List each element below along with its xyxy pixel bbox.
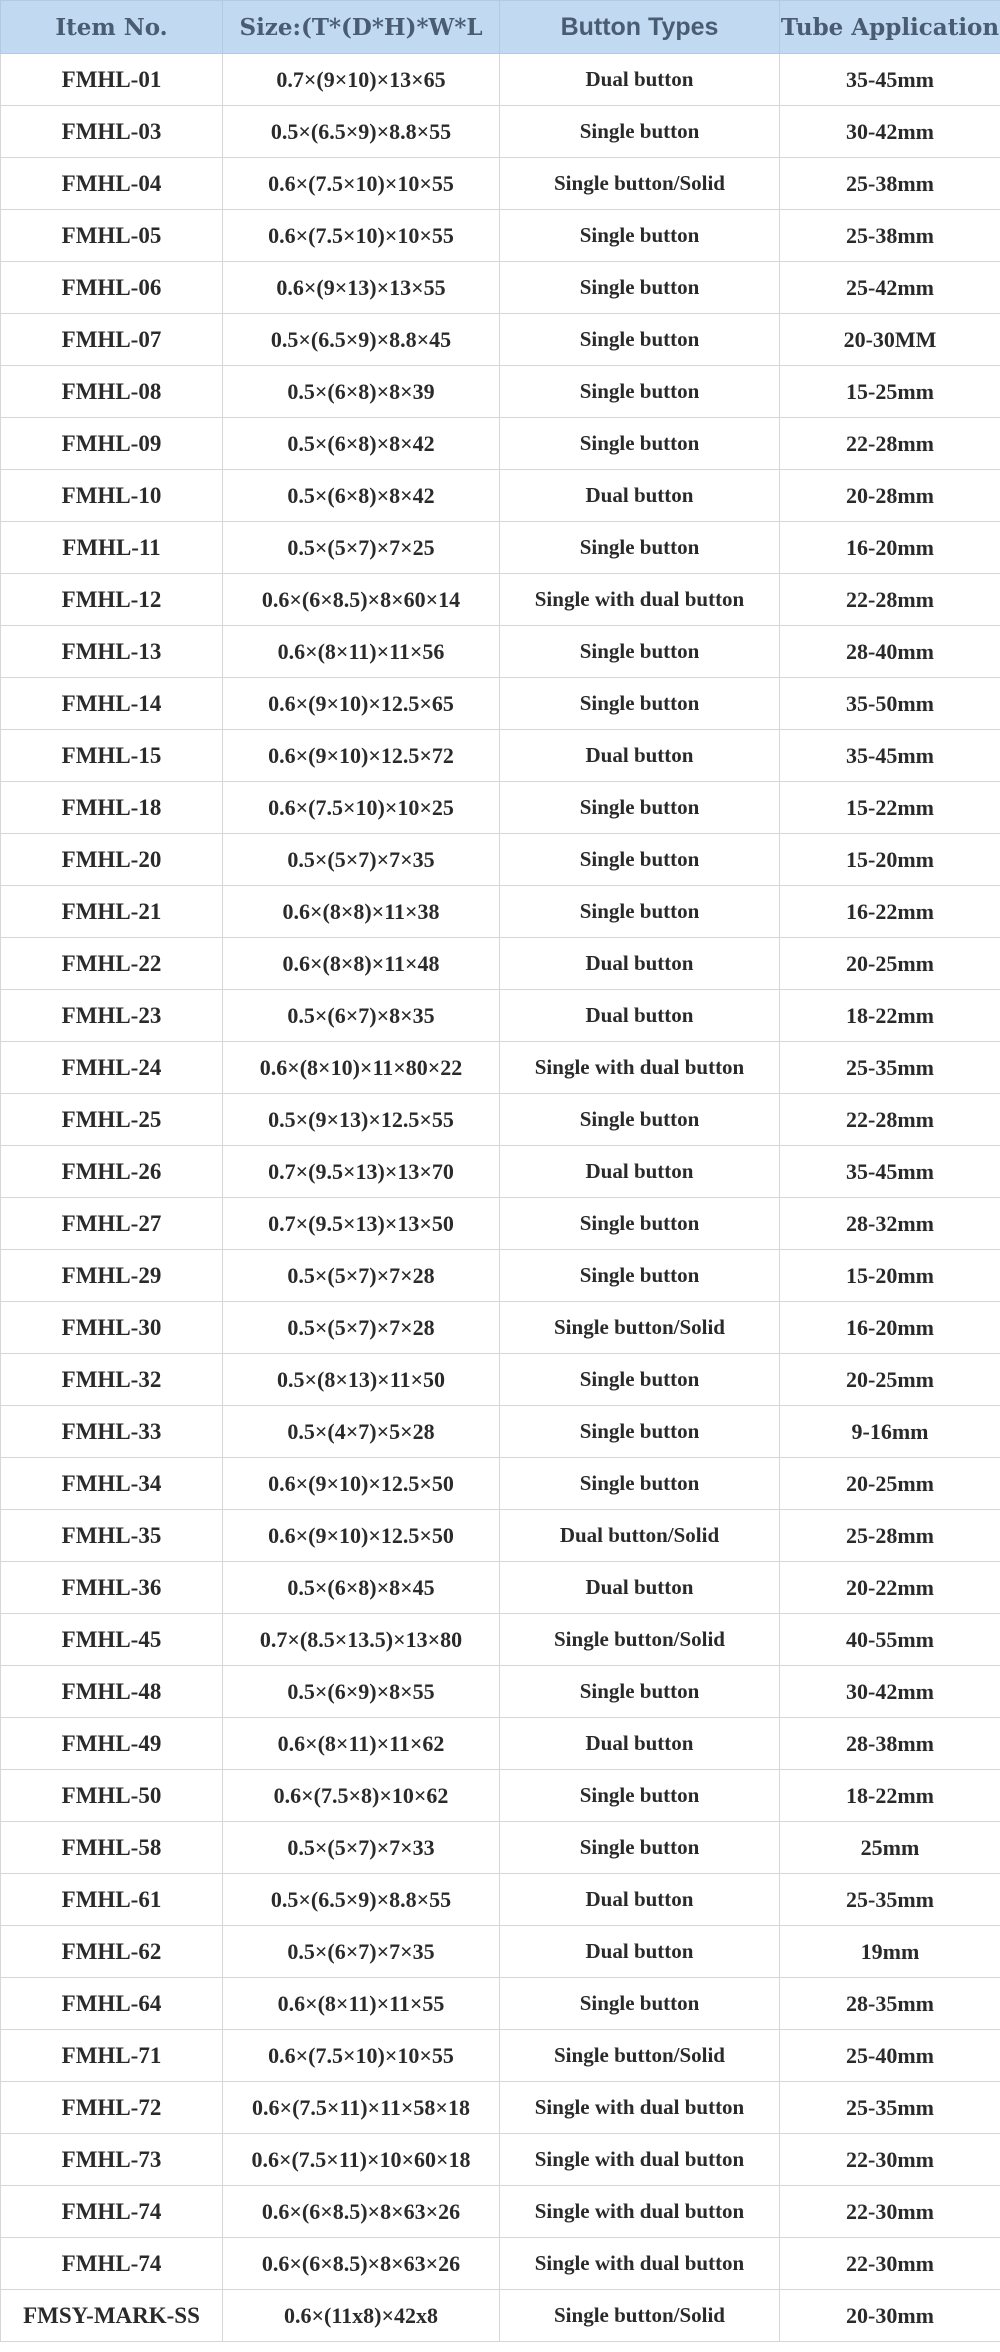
item-no-cell: FMHL-50 <box>1 1770 223 1822</box>
header-size: Size:(T*(D*H)*W*L <box>223 1 500 54</box>
size-cell: 0.5×(5×7)×7×28 <box>223 1302 500 1354</box>
size-cell: 0.6×(8×8)×11×38 <box>223 886 500 938</box>
tube-application-cell: 25-35mm <box>780 1042 1000 1094</box>
tube-application-cell: 25-35mm <box>780 2082 1000 2134</box>
button-type-cell: Single button <box>500 1094 780 1146</box>
button-type-cell: Single button <box>500 210 780 262</box>
tube-application-cell: 20-25mm <box>780 938 1000 990</box>
item-no-cell: FMHL-18 <box>1 782 223 834</box>
table-row <box>1 2186 1000 2238</box>
button-type-cell: Single button/Solid <box>500 1614 780 1666</box>
button-type-cell: Dual button <box>500 990 780 1042</box>
item-no-cell: FMHL-08 <box>1 366 223 418</box>
size-cell: 0.6×(8×11)×11×55 <box>223 1978 500 2030</box>
item-no-cell: FMHL-58 <box>1 1822 223 1874</box>
button-type-cell: Single button <box>500 678 780 730</box>
size-cell: 0.5×(6.5×9)×8.8×55 <box>223 106 500 158</box>
tube-application-cell: 20-25mm <box>780 1458 1000 1510</box>
table-row <box>1 782 1000 834</box>
table-row <box>1 1406 1000 1458</box>
item-no-cell: FMHL-14 <box>1 678 223 730</box>
table-row <box>1 834 1000 886</box>
size-cell: 0.6×(6×8.5)×8×63×26 <box>223 2186 500 2238</box>
item-no-cell: FMHL-04 <box>1 158 223 210</box>
size-cell: 0.6×(6×8.5)×8×63×26 <box>223 2238 500 2290</box>
button-type-cell: Single with dual button <box>500 2238 780 2290</box>
table-row <box>1 2030 1000 2082</box>
item-no-cell: FMHL-74 <box>1 2238 223 2290</box>
button-type-cell: Single button <box>500 1354 780 1406</box>
item-no-cell: FMHL-64 <box>1 1978 223 2030</box>
item-no-cell: FMHL-34 <box>1 1458 223 1510</box>
tube-application-cell: 9-16mm <box>780 1406 1000 1458</box>
button-type-cell: Single with dual button <box>500 2186 780 2238</box>
item-no-cell: FMHL-24 <box>1 1042 223 1094</box>
item-no-cell: FMHL-05 <box>1 210 223 262</box>
item-no-cell: FMHL-45 <box>1 1614 223 1666</box>
table-header <box>1 1 1000 54</box>
size-cell: 0.7×(9.5×13)×13×50 <box>223 1198 500 1250</box>
header-row <box>1 1 1000 54</box>
table-row <box>1 1770 1000 1822</box>
table-body <box>1 54 1000 2342</box>
item-no-cell: FMSY-MARK-SS <box>1 2290 223 2342</box>
size-cell: 0.6×(8×8)×11×48 <box>223 938 500 990</box>
button-type-cell: Single button <box>500 418 780 470</box>
button-type-cell: Single button <box>500 262 780 314</box>
table-row <box>1 1562 1000 1614</box>
table-row <box>1 886 1000 938</box>
tube-application-cell: 20-22mm <box>780 1562 1000 1614</box>
size-cell: 0.5×(6×8)×8×42 <box>223 418 500 470</box>
button-type-cell: Single button <box>500 834 780 886</box>
table-row <box>1 470 1000 522</box>
table-row <box>1 54 1000 106</box>
table-row <box>1 418 1000 470</box>
tube-application-cell: 28-40mm <box>780 626 1000 678</box>
size-cell: 0.6×(7.5×10)×10×25 <box>223 782 500 834</box>
size-cell: 0.5×(6×8)×8×42 <box>223 470 500 522</box>
size-cell: 0.7×(9×10)×13×65 <box>223 54 500 106</box>
size-cell: 0.5×(6×8)×8×45 <box>223 1562 500 1614</box>
item-no-cell: FMHL-74 <box>1 2186 223 2238</box>
tube-application-cell: 18-22mm <box>780 1770 1000 1822</box>
item-no-cell: FMHL-07 <box>1 314 223 366</box>
button-type-cell: Single button <box>500 1666 780 1718</box>
item-no-cell: FMHL-49 <box>1 1718 223 1770</box>
table-row <box>1 210 1000 262</box>
item-no-cell: FMHL-21 <box>1 886 223 938</box>
item-no-cell: FMHL-26 <box>1 1146 223 1198</box>
tube-application-cell: 22-28mm <box>780 574 1000 626</box>
button-type-cell: Single button <box>500 782 780 834</box>
table-row <box>1 1354 1000 1406</box>
tube-application-cell: 22-28mm <box>780 1094 1000 1146</box>
button-type-cell: Single button <box>500 106 780 158</box>
tube-application-cell: 22-28mm <box>780 418 1000 470</box>
tube-application-cell: 35-45mm <box>780 54 1000 106</box>
size-cell: 0.5×(8×13)×11×50 <box>223 1354 500 1406</box>
tube-application-cell: 22-30mm <box>780 2134 1000 2186</box>
table-row <box>1 262 1000 314</box>
item-no-cell: FMHL-12 <box>1 574 223 626</box>
item-no-cell: FMHL-36 <box>1 1562 223 1614</box>
size-cell: 0.6×(7.5×10)×10×55 <box>223 158 500 210</box>
table-row <box>1 938 1000 990</box>
tube-application-cell: 15-20mm <box>780 834 1000 886</box>
table-row <box>1 1094 1000 1146</box>
button-type-cell: Single button <box>500 1822 780 1874</box>
table-row <box>1 1198 1000 1250</box>
item-no-cell: FMHL-13 <box>1 626 223 678</box>
item-no-cell: FMHL-72 <box>1 2082 223 2134</box>
size-cell: 0.5×(5×7)×7×35 <box>223 834 500 886</box>
tube-application-cell: 16-22mm <box>780 886 1000 938</box>
item-no-cell: FMHL-62 <box>1 1926 223 1978</box>
table-row <box>1 1510 1000 1562</box>
table-row <box>1 2238 1000 2290</box>
header-button-types: Button Types <box>500 1 780 54</box>
size-cell: 0.6×(8×11)×11×62 <box>223 1718 500 1770</box>
header-item-no: Item No. <box>1 1 223 54</box>
item-no-cell: FMHL-22 <box>1 938 223 990</box>
size-cell: 0.5×(6×7)×7×35 <box>223 1926 500 1978</box>
table-row <box>1 2082 1000 2134</box>
size-cell: 0.6×(7.5×11)×11×58×18 <box>223 2082 500 2134</box>
tube-application-cell: 25-42mm <box>780 262 1000 314</box>
size-cell: 0.5×(6.5×9)×8.8×45 <box>223 314 500 366</box>
table-row <box>1 1926 1000 1978</box>
size-cell: 0.6×(7.5×10)×10×55 <box>223 2030 500 2082</box>
size-cell: 0.5×(5×7)×7×28 <box>223 1250 500 1302</box>
item-no-cell: FMHL-23 <box>1 990 223 1042</box>
item-no-cell: FMHL-10 <box>1 470 223 522</box>
item-no-cell: FMHL-73 <box>1 2134 223 2186</box>
table-row <box>1 574 1000 626</box>
header-tube-application: Tube Application <box>780 1 1000 54</box>
item-no-cell: FMHL-11 <box>1 522 223 574</box>
button-type-cell: Dual button <box>500 1718 780 1770</box>
table-row <box>1 626 1000 678</box>
table-row <box>1 1718 1000 1770</box>
button-type-cell: Single button <box>500 886 780 938</box>
tube-application-cell: 35-45mm <box>780 730 1000 782</box>
tube-application-cell: 28-32mm <box>780 1198 1000 1250</box>
button-type-cell: Single button <box>500 1770 780 1822</box>
tube-application-cell: 30-42mm <box>780 1666 1000 1718</box>
size-cell: 0.6×(7.5×11)×10×60×18 <box>223 2134 500 2186</box>
button-type-cell: Dual button <box>500 54 780 106</box>
table-row <box>1 730 1000 782</box>
table-row <box>1 1250 1000 1302</box>
button-type-cell: Single button/Solid <box>500 158 780 210</box>
button-type-cell: Dual button <box>500 1146 780 1198</box>
button-type-cell: Dual button <box>500 938 780 990</box>
item-no-cell: FMHL-06 <box>1 262 223 314</box>
tube-application-cell: 16-20mm <box>780 1302 1000 1354</box>
tube-application-cell: 20-30mm <box>780 2290 1000 2342</box>
tube-application-cell: 19mm <box>780 1926 1000 1978</box>
item-no-cell: FMHL-32 <box>1 1354 223 1406</box>
item-no-cell: FMHL-33 <box>1 1406 223 1458</box>
item-no-cell: FMHL-61 <box>1 1874 223 1926</box>
size-cell: 0.7×(9.5×13)×13×70 <box>223 1146 500 1198</box>
table-row <box>1 522 1000 574</box>
item-no-cell: FMHL-25 <box>1 1094 223 1146</box>
tube-application-cell: 35-45mm <box>780 1146 1000 1198</box>
table-row <box>1 1874 1000 1926</box>
tube-application-cell: 25-35mm <box>780 1874 1000 1926</box>
tube-application-cell: 40-55mm <box>780 1614 1000 1666</box>
item-no-cell: FMHL-71 <box>1 2030 223 2082</box>
item-no-cell: FMHL-29 <box>1 1250 223 1302</box>
size-cell: 0.5×(6×7)×8×35 <box>223 990 500 1042</box>
button-type-cell: Single with dual button <box>500 2134 780 2186</box>
button-type-cell: Single with dual button <box>500 2082 780 2134</box>
button-type-cell: Dual button <box>500 1874 780 1926</box>
table-row <box>1 1458 1000 1510</box>
table-row <box>1 1146 1000 1198</box>
tube-application-cell: 25mm <box>780 1822 1000 1874</box>
item-no-cell: FMHL-01 <box>1 54 223 106</box>
tube-application-cell: 18-22mm <box>780 990 1000 1042</box>
button-type-cell: Single button/Solid <box>500 2030 780 2082</box>
size-cell: 0.7×(8.5×13.5)×13×80 <box>223 1614 500 1666</box>
tube-application-cell: 15-20mm <box>780 1250 1000 1302</box>
button-type-cell: Single with dual button <box>500 574 780 626</box>
tube-application-cell: 16-20mm <box>780 522 1000 574</box>
size-cell: 0.6×(6×8.5)×8×60×14 <box>223 574 500 626</box>
button-type-cell: Single button <box>500 1250 780 1302</box>
tube-application-cell: 25-40mm <box>780 2030 1000 2082</box>
size-cell: 0.6×(8×10)×11×80×22 <box>223 1042 500 1094</box>
table-row <box>1 1042 1000 1094</box>
table-row <box>1 1666 1000 1718</box>
table-row <box>1 158 1000 210</box>
table-row <box>1 1978 1000 2030</box>
table-row <box>1 1302 1000 1354</box>
table-row <box>1 678 1000 730</box>
table-row <box>1 990 1000 1042</box>
tube-application-cell: 25-38mm <box>780 158 1000 210</box>
size-cell: 0.5×(4×7)×5×28 <box>223 1406 500 1458</box>
tube-application-cell: 28-38mm <box>780 1718 1000 1770</box>
button-type-cell: Single button <box>500 626 780 678</box>
item-no-cell: FMHL-15 <box>1 730 223 782</box>
button-type-cell: Dual button <box>500 730 780 782</box>
tube-application-cell: 20-30MM <box>780 314 1000 366</box>
size-cell: 0.6×(9×10)×12.5×65 <box>223 678 500 730</box>
table-row <box>1 314 1000 366</box>
size-cell: 0.6×(9×10)×12.5×72 <box>223 730 500 782</box>
size-cell: 0.5×(6.5×9)×8.8×55 <box>223 1874 500 1926</box>
tube-application-cell: 22-30mm <box>780 2238 1000 2290</box>
button-type-cell: Dual button <box>500 1562 780 1614</box>
tube-application-cell: 22-30mm <box>780 2186 1000 2238</box>
table-row <box>1 1822 1000 1874</box>
size-cell: 0.6×(8×11)×11×56 <box>223 626 500 678</box>
table-row <box>1 106 1000 158</box>
size-cell: 0.5×(5×7)×7×33 <box>223 1822 500 1874</box>
tube-application-cell: 25-28mm <box>780 1510 1000 1562</box>
size-cell: 0.6×(9×10)×12.5×50 <box>223 1510 500 1562</box>
tube-application-cell: 15-22mm <box>780 782 1000 834</box>
size-cell: 0.5×(9×13)×12.5×55 <box>223 1094 500 1146</box>
item-no-cell: FMHL-20 <box>1 834 223 886</box>
tube-application-cell: 20-28mm <box>780 470 1000 522</box>
button-type-cell: Dual button <box>500 1926 780 1978</box>
button-type-cell: Single with dual button <box>500 1042 780 1094</box>
button-type-cell: Single button <box>500 314 780 366</box>
button-type-cell: Single button <box>500 1978 780 2030</box>
size-cell: 0.5×(6×9)×8×55 <box>223 1666 500 1718</box>
size-cell: 0.6×(7.5×10)×10×55 <box>223 210 500 262</box>
size-cell: 0.5×(6×8)×8×39 <box>223 366 500 418</box>
button-type-cell: Single button <box>500 366 780 418</box>
size-cell: 0.6×(7.5×8)×10×62 <box>223 1770 500 1822</box>
item-no-cell: FMHL-35 <box>1 1510 223 1562</box>
tube-application-cell: 25-38mm <box>780 210 1000 262</box>
item-no-cell: FMHL-03 <box>1 106 223 158</box>
size-cell: 0.6×(11x8)×42x8 <box>223 2290 500 2342</box>
item-no-cell: FMHL-27 <box>1 1198 223 1250</box>
tube-application-cell: 15-25mm <box>780 366 1000 418</box>
item-no-cell: FMHL-30 <box>1 1302 223 1354</box>
tube-application-cell: 35-50mm <box>780 678 1000 730</box>
button-type-cell: Single button <box>500 1458 780 1510</box>
tube-application-cell: 28-35mm <box>780 1978 1000 2030</box>
button-type-cell: Single button/Solid <box>500 1302 780 1354</box>
table-row <box>1 2290 1000 2342</box>
button-type-cell: Single button <box>500 1198 780 1250</box>
table-row <box>1 366 1000 418</box>
item-no-cell: FMHL-48 <box>1 1666 223 1718</box>
size-cell: 0.6×(9×13)×13×55 <box>223 262 500 314</box>
tube-application-cell: 20-25mm <box>780 1354 1000 1406</box>
button-type-cell: Single button <box>500 522 780 574</box>
button-type-cell: Dual button <box>500 470 780 522</box>
button-type-cell: Dual button/Solid <box>500 1510 780 1562</box>
item-no-cell: FMHL-09 <box>1 418 223 470</box>
button-type-cell: Single button <box>500 1406 780 1458</box>
size-cell: 0.6×(9×10)×12.5×50 <box>223 1458 500 1510</box>
tube-application-cell: 30-42mm <box>780 106 1000 158</box>
table-row <box>1 1614 1000 1666</box>
size-cell: 0.5×(5×7)×7×25 <box>223 522 500 574</box>
button-type-cell: Single button/Solid <box>500 2290 780 2342</box>
table-row <box>1 2134 1000 2186</box>
